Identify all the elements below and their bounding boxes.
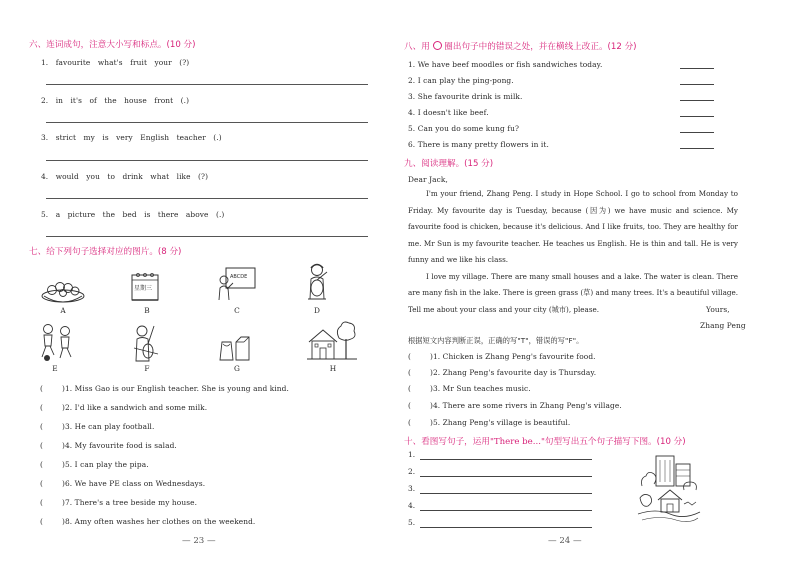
reading-paragraph-1: I'm your friend, Zhang Peng. I study in Hope School. I go to school from Monday to Friday. My favourite day is Tuesday, because (因为) we have music and science. My favourite food is chicken, because it's delicious. And I like fruits, too. They are healthy for me. Mr Sun is my favourite teacher. He teaches us English. He is thin and tall. He is very funny and we like his class. — [408, 189, 738, 264]
match-item-6[interactable]: ( )6. We have PE class on Wednesdays. — [40, 479, 206, 488]
section-6-title: 六、连词成句，注意大小写和标点。(10 分) — [29, 40, 196, 50]
error-sentence-3: 3. She favourite drink is milk. — [408, 92, 523, 101]
match-item-1[interactable]: ( )1. Miss Gao is our English teacher. She is young and kind. — [40, 384, 289, 393]
city-scene-illustration-icon — [636, 452, 702, 524]
answer-line-1[interactable] — [46, 84, 368, 85]
section-7-title: 七、给下列句子选择对应的图片。(8 分) — [29, 247, 182, 257]
page-number-left: — 23 — — [182, 536, 216, 546]
match-item-4[interactable]: ( )4. My favourite food is salad. — [40, 441, 177, 450]
correction-blank-1[interactable] — [680, 68, 714, 69]
page-number-right: — 24 — — [548, 536, 582, 546]
section-10-title — [404, 435, 686, 447]
reading-paragraph-2: I love my village. There are many small houses and a lake. The water is clean. There are many fish in the lake. There is green grass (草) and many trees. It's a beautiful village. Tell me about your class and your city (城市), please. — [408, 271, 738, 314]
tf-item-1-text: )1. Chicken is Zhang Peng's favourite food. — [430, 352, 596, 361]
section-8-title-post: 圈出句子中的错误之处，并在横线上改正。(12 分) — [444, 42, 637, 52]
page-24 — [400, 0, 800, 566]
tf-item-1[interactable]: ( )1. Chicken is Zhang Peng's favourite food. — [408, 352, 596, 361]
writing-number-5: 5. — [408, 518, 416, 527]
section-8-title-pre: 八、用 — [404, 42, 430, 52]
letter-signature: Zhang Peng — [700, 321, 746, 330]
milk-and-sandwich-icon — [218, 336, 252, 362]
match-item-1-text: )1. Miss Gao is our English teacher. She is young and kind. — [62, 384, 289, 393]
match-item-3[interactable]: ( )3. He can play football. — [40, 422, 155, 431]
section-10-title-quote: "There be..." — [489, 437, 545, 447]
match-item-7-text: )7. There's a tree beside my house. — [62, 498, 198, 507]
match-item-6-text: )6. We have PE class on Wednesdays. — [62, 479, 206, 488]
picture-label-f: F — [144, 364, 150, 373]
writing-number-1: 1. — [408, 450, 416, 459]
tf-item-3[interactable]: ( )3. Mr Sun teaches music. — [408, 384, 531, 393]
correction-blank-2[interactable] — [680, 84, 714, 85]
error-sentence-2: 2. I can play the ping-pong. — [408, 76, 514, 85]
match-item-2[interactable]: ( )2. I'd like a sandwich and some milk. — [40, 403, 208, 412]
match-item-3-text: )3. He can play football. — [62, 422, 155, 431]
writing-line-2[interactable] — [420, 476, 592, 477]
match-item-4-text: )4. My favourite food is salad. — [62, 441, 177, 450]
reorder-question-2: 2. in it's of the house front (.) — [41, 96, 190, 105]
match-item-8[interactable]: ( )8. Amy often washes her clothes on the weekend. — [40, 517, 256, 526]
correction-blank-5[interactable] — [680, 132, 714, 133]
writing-number-3: 3. — [408, 484, 416, 493]
tf-item-4-text: )4. There are some rivers in Zhang Peng's village. — [430, 401, 622, 410]
kids-playing-football-icon — [37, 322, 77, 362]
house-with-tree-icon — [307, 320, 357, 362]
answer-line-3[interactable] — [46, 160, 368, 161]
blackboard-text: ABCDE — [230, 274, 248, 280]
calendar-text: 星期三 — [134, 285, 153, 292]
writing-line-5[interactable] — [420, 527, 592, 528]
section-8-title — [404, 40, 637, 52]
picture-label-b: B — [144, 306, 150, 315]
section-9-title: 九、阅读理解。(15 分) — [404, 159, 494, 169]
answer-line-2[interactable] — [46, 122, 368, 123]
picture-label-d: D — [314, 306, 320, 315]
correction-blank-3[interactable] — [680, 100, 714, 101]
reorder-question-1: 1. favourite what's fruit your (?) — [41, 58, 190, 67]
true-false-instruction: 根据短文内容判断正误，正确的写"T"，错误的写"F"。 — [408, 336, 584, 345]
tf-item-2-text: )2. Zhang Peng's favourite day is Thursday. — [430, 368, 597, 377]
reorder-question-4: 4. would you to drink what like (?) — [41, 172, 209, 181]
tf-item-2[interactable]: ( )2. Zhang Peng's favourite day is Thursday. — [408, 368, 597, 377]
circle-icon — [433, 41, 442, 50]
reorder-question-5: 5. a picture the bed is there above (.) — [41, 210, 225, 219]
girl-playing-pipa-icon — [300, 262, 334, 302]
tf-item-4[interactable]: ( )4. There are some rivers in Zhang Peng's village. — [408, 401, 622, 410]
match-item-5-text: )5. I can play the pipa. — [62, 460, 149, 469]
picture-label-c: C — [234, 306, 240, 315]
writing-number-4: 4. — [408, 501, 416, 510]
teacher-blackboard-icon — [217, 266, 257, 302]
writing-line-4[interactable] — [420, 510, 592, 511]
picture-label-a: A — [60, 306, 66, 315]
picture-label-g: G — [234, 364, 240, 373]
calendar-icon — [129, 270, 161, 302]
correction-blank-6[interactable] — [680, 148, 714, 149]
correction-blank-4[interactable] — [680, 116, 714, 117]
tf-item-3-text: )3. Mr Sun teaches music. — [430, 384, 531, 393]
tf-item-5-text: )5. Zhang Peng's village is beautiful. — [430, 418, 571, 427]
writing-line-3[interactable] — [420, 493, 592, 494]
picture-label-h: H — [329, 364, 337, 373]
reading-passage — [408, 186, 738, 318]
section-10-title-post: 句型写出五个句子描写下图。(10 分) — [544, 437, 686, 447]
answer-line-5[interactable] — [46, 236, 368, 237]
section-10-title-pre: 十、看图写句子，运用 — [404, 437, 490, 447]
match-item-2-text: )2. I'd like a sandwich and some milk. — [62, 403, 208, 412]
match-item-5[interactable]: ( )5. I can play the pipa. — [40, 460, 149, 469]
picture-label-e: E — [52, 364, 58, 373]
writing-line-1[interactable] — [420, 459, 592, 460]
reorder-question-3: 3. strict my is very English teacher (.) — [41, 133, 222, 142]
writing-number-2: 2. — [408, 467, 416, 476]
answer-line-4[interactable] — [46, 198, 368, 199]
match-item-8-text: )8. Amy often washes her clothes on the weekend. — [62, 517, 256, 526]
salad-bowl-icon — [40, 274, 86, 304]
error-sentence-1: 1. We have beef moodles or fish sandwiches today. — [408, 60, 603, 69]
error-sentence-5: 5. Can you do some kung fu? — [408, 124, 520, 133]
match-item-7[interactable]: ( )7. There's a tree beside my house. — [40, 498, 198, 507]
error-sentence-4: 4. I doesn't like beef. — [408, 108, 489, 117]
tf-item-5[interactable]: ( )5. Zhang Peng's village is beautiful. — [408, 418, 571, 427]
letter-greeting: Dear Jack, — [408, 175, 448, 184]
girl-playing-erhu-icon — [130, 324, 160, 364]
error-sentence-6: 6. There is many pretty flowers in it. — [408, 140, 549, 149]
letter-closing: Yours, — [706, 305, 730, 314]
